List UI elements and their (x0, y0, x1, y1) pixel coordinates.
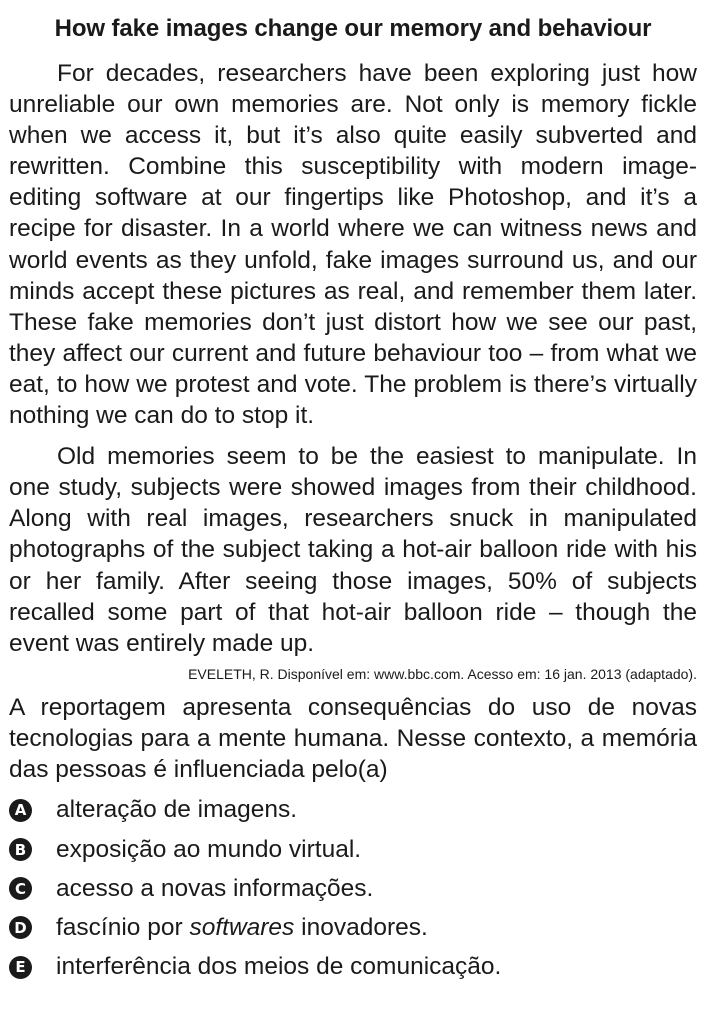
article-source-citation: EVELETH, R. Disponível em: www.bbc.com. Acesso em: 16 jan. 2013 (adaptado). (188, 665, 697, 682)
option-d-letter-badge: D (9, 916, 32, 939)
option-a-text: alteração de imagens. (56, 796, 298, 824)
article-paragraph-1: For decades, researchers have been exploring just how unreliable our own memories are. Not only is memory fickle when we access it, but it’s also quite easily subverted and rewritten. Combine this susceptibility with modern image-editing software at our fingertips like Photoshop, and it’s a recipe for disaster. In a world where we can witness news and world events as they unfold, fake images surround us, and our minds accept these pictures as real, and remember them later. These fake memories don’t just distort how we see our past, they affect our current and future behaviour too – from what we eat, to how we protest and vote. The problem is there’s virtually nothing we can do to stop it. (9, 60, 697, 430)
option-d-text-after: inovadores. (294, 913, 428, 941)
option-d-text-italic: softwares (189, 913, 295, 941)
answer-options (9, 791, 697, 987)
option-e-letter-badge: E (9, 956, 32, 979)
question-stem: A reportagem apresenta consequências do uso de novas tecnologias para a mente humana. Nesse contexto, a memória das pessoas é influenciada pelo(a) (9, 693, 697, 783)
option-b-letter-badge: B (9, 838, 32, 861)
option-e-text: interferência dos meios de comunicação. (56, 953, 502, 981)
option-d-text-before: fascínio por (56, 913, 190, 941)
option-c-text: acesso a novas informações. (56, 874, 374, 902)
option-e[interactable] (9, 948, 697, 987)
option-d[interactable] (9, 908, 697, 947)
option-b[interactable] (9, 830, 697, 869)
option-a[interactable] (9, 791, 697, 830)
article-paragraph-2: Old memories seem to be the easiest to manipulate. In one study, subjects were showed images from their childhood. Along with real images, researchers snuck in manipulated photographs of the subject taking a hot-air balloon ride with his or her family. After seeing those images, 50% of subjects recalled some part of that hot-air balloon ride – though the event was entirely made up. (9, 443, 697, 657)
option-d-text (56, 913, 428, 943)
option-c[interactable] (9, 869, 697, 908)
option-b-text: exposição ao mundo virtual. (56, 835, 362, 863)
article-title: How fake images change our memory and behaviour (54, 15, 652, 42)
option-c-letter-badge: C (9, 877, 32, 900)
option-a-letter-badge: A (9, 799, 32, 822)
